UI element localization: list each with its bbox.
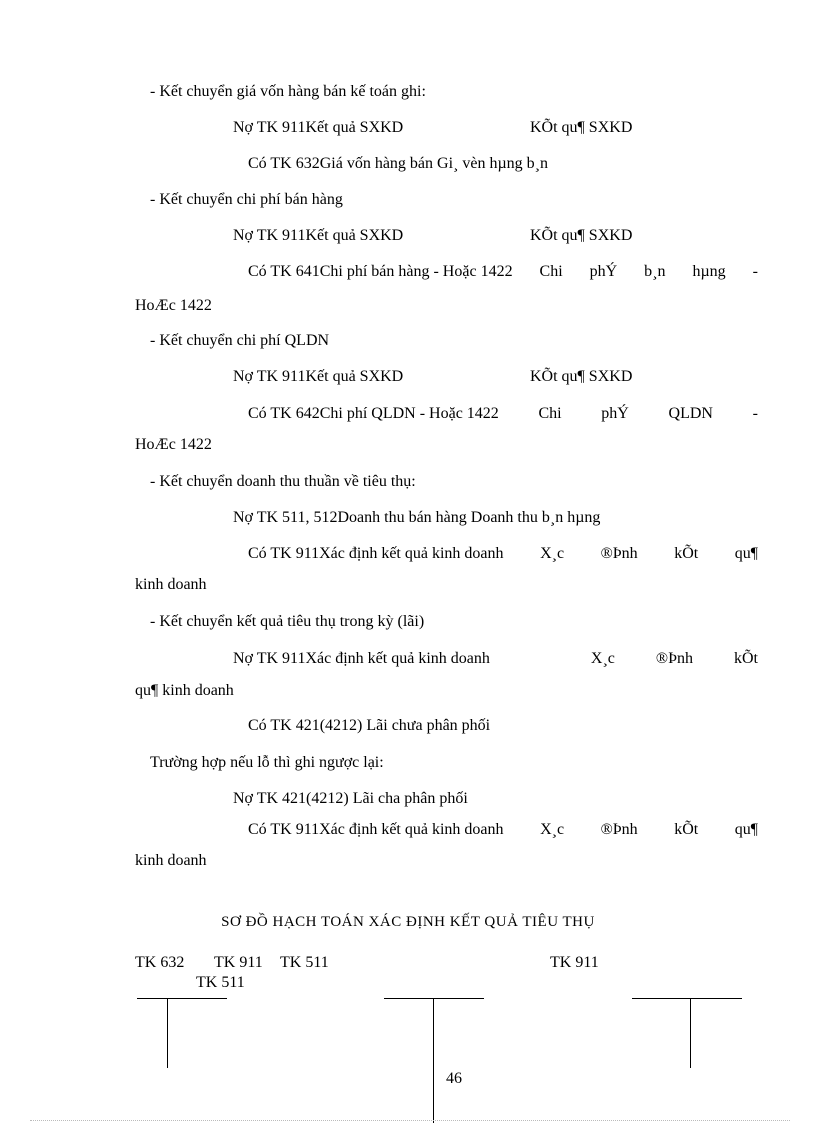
t-account-stem [690, 998, 691, 1068]
text-segment: kÕt [674, 545, 699, 562]
text-segment: ®Þnh [655, 650, 693, 667]
text-line: - Kết chuyển chi phí bán hàng [150, 191, 343, 208]
text-line: KÕt qu¶ SXKD [530, 368, 633, 385]
justified-line [248, 820, 758, 840]
text-line: Nợ TK 911Kết quả SXKD [233, 227, 404, 244]
text-line: qu¶ kinh doanh [135, 682, 234, 699]
t-account-top-line [137, 998, 227, 999]
text-segment: kÕt [734, 650, 758, 667]
account-label-tk911-right: TK 911 [550, 954, 599, 971]
t-account-stem [433, 998, 434, 1123]
text-line: Nợ TK 421(4212) Lãi cha phân phối [233, 790, 468, 807]
text-line: Trường hợp nếu lỗ thì ghi ngược lại: [150, 754, 384, 771]
text-segment: Nợ TK 911Xác định kết quả kinh doanh [233, 650, 490, 667]
account-label-tk632: TK 632 [135, 954, 185, 971]
text-line: - Kết chuyển doanh thu thuần về tiêu thụ: [150, 473, 416, 490]
text-segment: - [752, 263, 758, 280]
text-segment: qu¶ [734, 545, 758, 562]
text-line: - Kết chuyển giá vốn hàng bán kế toán ghi: [150, 83, 426, 100]
text-line: kinh doanh [135, 576, 207, 593]
text-segment: Có TK 911Xác định kết quả kinh doanh [248, 545, 504, 562]
text-line: Có TK 421(4212) Lãi chưa phân phối [248, 717, 491, 734]
justified-line [248, 262, 758, 282]
account-label-tk511-second: TK 511 [196, 974, 245, 991]
text-line: HoÆc 1422 [135, 436, 212, 453]
justified-line [248, 544, 758, 564]
text-segment: kÕt [674, 821, 699, 838]
text-line: - Kết chuyển kết quả tiêu thụ trong kỳ (lãi) [150, 613, 425, 630]
text-segment: X¸c [590, 650, 615, 667]
page-bottom-divider [30, 1120, 790, 1121]
text-segment: - [752, 405, 758, 422]
text-line: KÕt qu¶ SXKD [530, 227, 633, 244]
text-segment: hµng [692, 263, 726, 280]
text-segment: X¸c [540, 545, 565, 562]
page-number: 46 [446, 1070, 462, 1087]
text-line: kinh doanh [135, 852, 207, 869]
justified-line [233, 649, 758, 669]
text-segment: Có TK 911Xác định kết quả kinh doanh [248, 821, 504, 838]
text-segment: phÝ [601, 405, 629, 422]
text-line: HoÆc 1422 [135, 297, 212, 314]
text-segment: Có TK 641Chi phí bán hàng - Hoặc 1422 [248, 263, 513, 280]
t-account-stem [167, 998, 168, 1068]
justified-line [248, 404, 758, 424]
t-account-top-line [384, 998, 484, 999]
text-segment: Chi [538, 405, 562, 422]
text-line: Nợ TK 911Kết quả SXKD [233, 368, 404, 385]
text-segment: phÝ [589, 263, 618, 280]
text-segment: qu¶ [734, 821, 758, 838]
text-segment: Có TK 642Chi phí QLDN - Hoặc 1422 [248, 405, 499, 422]
text-segment: Chi [539, 263, 563, 280]
text-segment: X¸c [540, 821, 565, 838]
text-segment: QLDN [668, 405, 713, 422]
text-segment: ®Þnh [600, 821, 638, 838]
text-segment: b¸n [644, 263, 666, 280]
text-line: Nợ TK 511, 512Doanh thu bán hàng Doanh thu b¸n hµng [233, 509, 601, 526]
text-line: Nợ TK 911Kết quả SXKD [233, 119, 404, 136]
account-label-tk511: TK 511 [280, 954, 329, 971]
text-line: - Kết chuyển chi phí QLDN [150, 332, 330, 349]
text-line: Có TK 632Giá vốn hàng bán Gi¸ vèn hµng b¸n [248, 155, 548, 172]
text-segment: ®Þnh [600, 545, 638, 562]
t-account-top-line [632, 998, 742, 999]
diagram-heading: SƠ ĐỒ HẠCH TOÁN XÁC ĐỊNH KẾT QUẢ TIÊU THỤ [221, 914, 595, 930]
account-label-tk911: TK 911 [214, 954, 263, 971]
text-line: KÕt qu¶ SXKD [530, 119, 633, 136]
